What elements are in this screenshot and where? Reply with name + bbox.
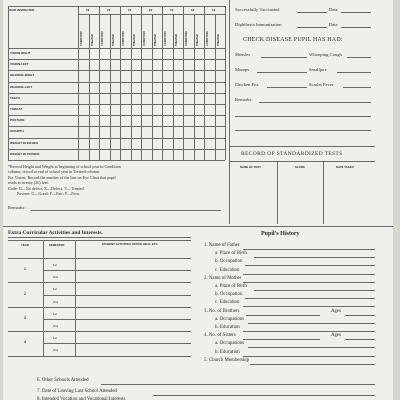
history-subitem: c. Education	[215, 267, 240, 273]
disease-remarks-label: Remarks:	[235, 97, 253, 102]
health-row-label: HEARING-LEFT	[10, 84, 33, 89]
extra-header-rule	[8, 258, 191, 259]
history-subitem: c. Education	[215, 300, 240, 306]
health-note-line: reads at twenty (20) feet.	[8, 180, 49, 186]
history-item: 3. No. of Brothers	[204, 308, 240, 314]
history-subitem: b. Education	[215, 349, 240, 355]
history-ages-label: Ages	[331, 333, 342, 339]
history-ages-line[interactable]	[345, 339, 375, 340]
history-subitem: a. Place of Birth	[215, 284, 247, 289]
history-subitem: a. Occupations	[215, 341, 245, 347]
history-ages-line[interactable]	[345, 315, 375, 316]
extra-semester-label: 2nd	[53, 275, 59, 280]
health-row-rule	[8, 82, 225, 83]
health-row-label: VISION-LEFT	[10, 62, 29, 67]
subcolumn-header: TREATED	[132, 33, 136, 46]
history-fill-line[interactable]	[248, 323, 376, 324]
extra-col-divider-1	[43, 240, 44, 356]
health-row-rule	[8, 93, 225, 94]
history-fill-line[interactable]	[250, 364, 375, 365]
health-row-label: HEARING-RIGHT	[10, 73, 35, 78]
health-note-line: For Vision: Record the number of the line on Eye Chart that pupil	[8, 174, 116, 180]
history-fill-line[interactable]	[243, 356, 375, 357]
subcolumn-header: CONDITION	[143, 31, 146, 46]
health-row-label: POSTURE	[10, 118, 25, 123]
health-row-label: WEIGHT IN POUNDS	[10, 151, 40, 156]
year-header-cell: 19	[86, 8, 90, 12]
subcolumn-header: CONDITION	[101, 31, 104, 46]
whooping-cough-line[interactable]	[347, 57, 371, 58]
history-fill-line[interactable]	[243, 274, 375, 275]
history-subitem: b. Education	[215, 325, 240, 330]
extra-row-rule[interactable]	[8, 356, 191, 357]
history-item: 1. Name of Father	[204, 243, 240, 248]
history-item: 2. Name of Mother	[204, 275, 242, 281]
extra-title: Extra Curricular Activities and Interests.	[8, 230, 103, 236]
vaccinated-label: Successfully Vaccinated	[235, 7, 280, 12]
disease-whooping-cough: Whooping Cough	[309, 52, 342, 57]
extra-title-rule	[8, 237, 191, 238]
health-note-line: column; record at end of school year in Treated column.	[8, 169, 100, 175]
extra-col-divider-2	[75, 240, 76, 356]
tests-col-divider-1	[277, 161, 278, 224]
extra-top-rule	[8, 240, 191, 241]
subcolumn-header: TREATED	[111, 33, 115, 46]
extra-col-semester: SEMESTER	[49, 243, 65, 247]
vaccinated-date-label: Date	[329, 7, 338, 12]
tests-col-name: NAME OF TEST	[240, 165, 261, 169]
extra-row-rule[interactable]	[8, 331, 191, 332]
diphtheria-line[interactable]	[297, 27, 327, 28]
tests-col-date: DATE TAKEN	[336, 165, 354, 169]
extra-semester-label: 1st	[53, 311, 58, 316]
vaccinated-date-line[interactable]	[341, 12, 371, 13]
subcolumn-header: CONDITION	[185, 31, 188, 46]
disease-remarks-line-1[interactable]	[259, 102, 371, 103]
health-row-label: VISION-RIGHT	[10, 51, 31, 55]
health-row-rule	[8, 104, 225, 105]
health-row-rule	[8, 70, 225, 71]
health-row-rule	[8, 138, 225, 139]
year-header-cell: 19	[170, 8, 174, 12]
extra-year-label: 1	[24, 267, 26, 272]
history-fill-line[interactable]	[243, 306, 375, 307]
extra-semester-label: 2nd	[53, 299, 59, 304]
health-row-label: TEETH	[10, 95, 20, 100]
smallpox-line[interactable]	[337, 72, 371, 73]
grid-top-rule	[8, 6, 225, 7]
tests-header-top-rule	[229, 161, 375, 162]
grid-header-rule	[8, 48, 225, 49]
subcolumn-header: TREATED	[216, 33, 220, 46]
extra-semester-label: 1st	[53, 336, 58, 341]
tests-col-divider-2	[323, 161, 324, 224]
disease-mumps: Mumps	[235, 67, 250, 72]
intended-vocation-label: 8. Intended Vocation and Vocational Interests	[37, 397, 126, 400]
tests-col-score: SCORE	[295, 165, 305, 169]
extra-semester-label: 1st	[53, 287, 58, 292]
extra-semester-label: 1st	[53, 263, 58, 267]
measles-line[interactable]	[261, 57, 307, 58]
history-item: 5. Church Membership	[204, 357, 250, 363]
extra-col-year: YEAR	[21, 243, 29, 247]
extra-row-rule[interactable]	[8, 282, 191, 283]
extra-year-label: 4	[24, 340, 26, 345]
health-remarks-line[interactable]	[31, 210, 221, 211]
history-fill-line[interactable]	[243, 282, 375, 283]
history-subitem: a. Occupations	[215, 316, 245, 322]
history-fill-line[interactable]	[243, 331, 375, 332]
health-row-rule	[8, 126, 225, 127]
year-header-cell: 19	[107, 8, 111, 12]
extra-year-label: 2	[24, 291, 26, 296]
scarlet-fever-line[interactable]	[343, 87, 371, 88]
extra-semester-label: 2nd	[53, 324, 59, 328]
subcolumn-header: TREATED	[153, 33, 157, 46]
diphtheria-label: Diphtheria Immunization	[235, 22, 282, 27]
tests-title: RECORD OF STANDARDIZED TESTS	[241, 151, 343, 157]
history-fill-line[interactable]	[248, 347, 376, 348]
extra-year-label: 3	[24, 316, 26, 320]
tests-top-rule	[229, 146, 375, 147]
history-fill-line[interactable]	[254, 257, 375, 258]
health-note-line: *Record Height and Weight at beginning of school year in Condition	[8, 164, 121, 169]
history-fill-line[interactable]	[245, 265, 375, 266]
health-remarks-label: Remarks:	[8, 205, 26, 210]
history-ages-label: Ages	[331, 308, 342, 314]
year-header-cell: 19	[191, 8, 195, 12]
disease-remarks-line-2[interactable]	[235, 116, 371, 117]
disease-measles: Measles	[235, 52, 251, 57]
disease-scarlet-fever: Scarlet Fever	[309, 82, 334, 87]
year-header-cell: 19	[149, 8, 153, 12]
history-fill-line[interactable]	[254, 290, 375, 291]
extra-row-rule[interactable]	[8, 307, 191, 308]
middle-rule	[3, 226, 393, 227]
year-header-cell: 19	[128, 8, 132, 12]
health-note-line: Code: O—No defect; X—Defect; V—Treated.	[8, 185, 85, 191]
subcolumn-header: TREATED	[174, 33, 178, 46]
health-row-rule	[8, 149, 225, 150]
diphtheria-date-line[interactable]	[341, 27, 371, 28]
history-item: 4. No. of Sisters	[204, 333, 236, 339]
grid-column-line	[225, 6, 226, 160]
health-row-rule	[8, 160, 225, 161]
subcolumn-header: CONDITION	[80, 31, 83, 46]
mumps-line[interactable]	[257, 72, 307, 73]
extra-col-activities: STUDENT ACTIVITIES OFFICE HELD, ETC.	[101, 242, 159, 246]
extra-semester-label: 2nd	[53, 348, 59, 353]
health-row-rule	[8, 59, 225, 60]
health-row-label: GROWTH	[10, 129, 24, 134]
subcolumn-header: CONDITION	[164, 31, 167, 46]
disease-smallpox: Smallpox	[309, 67, 327, 72]
date-leaving-label: 7. Date of Leaving Last School Attended	[37, 389, 117, 394]
subcolumn-header: TREATED	[195, 33, 199, 46]
health-note-line: Posture: G—Good; F—Fair; P—Poor.	[17, 191, 80, 196]
history-fill-line[interactable]	[243, 249, 375, 250]
subcolumn-header: TREATED	[90, 33, 94, 46]
check-disease-title: CHECK DISEASE PUPIL HAS HAD:	[243, 37, 343, 43]
health-row-label: WEIGHT IN INCHES	[10, 140, 39, 145]
date-leaving-line[interactable]	[153, 395, 375, 396]
record-card	[3, 0, 393, 400]
chicken-pox-line[interactable]	[267, 87, 307, 88]
diphtheria-date-label: Date	[329, 22, 338, 27]
vaccinated-line[interactable]	[297, 12, 327, 13]
other-schools-label: 6. Other Schools Attended	[37, 378, 89, 383]
subcolumn-header: CONDITION	[122, 31, 125, 46]
other-schools-line[interactable]	[101, 384, 375, 385]
history-title: Pupil's History	[261, 231, 300, 237]
disease-chicken-pox: Chicken Pox	[235, 82, 259, 87]
history-fill-line[interactable]	[245, 298, 375, 299]
section-divider	[229, 0, 230, 224]
history-subitem: b. Occupation	[215, 292, 243, 298]
history-fill-line[interactable]	[243, 339, 320, 340]
year-inspected-label: YEAR INSPECTED	[8, 8, 35, 12]
year-header-cell: 19	[212, 8, 216, 12]
disease-remarks-line-3[interactable]	[235, 130, 371, 131]
history-fill-line[interactable]	[246, 315, 321, 316]
subcolumn-header: CONDITION	[206, 31, 209, 46]
health-row-rule	[8, 115, 225, 116]
history-subitem: b. Occupation	[215, 259, 243, 265]
health-row-label: THROAT	[10, 107, 23, 111]
history-subitem: a. Place of Birth	[215, 251, 247, 257]
